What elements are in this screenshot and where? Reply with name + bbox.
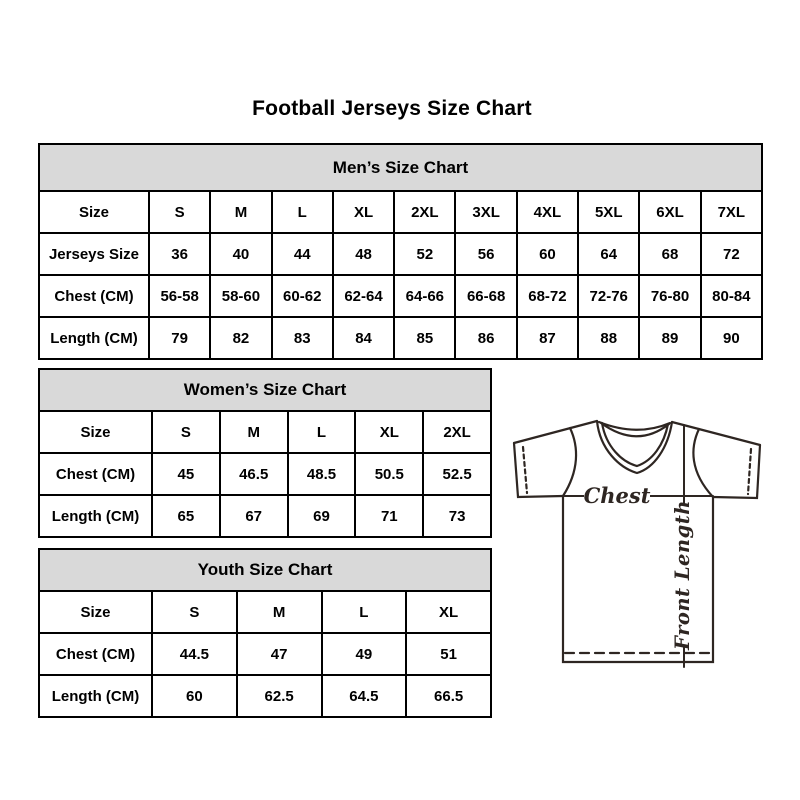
size-cell: 84 xyxy=(333,317,394,359)
size-cell: M xyxy=(237,591,322,633)
size-cell: 64 xyxy=(578,233,639,275)
mens-size-table-title: Men’s Size Chart xyxy=(39,144,762,191)
size-cell: 36 xyxy=(149,233,210,275)
size-cell: 80-84 xyxy=(701,275,762,317)
size-cell: 87 xyxy=(517,317,578,359)
size-cell: 2XL xyxy=(423,411,491,453)
table-row xyxy=(39,675,491,717)
size-cell: 88 xyxy=(578,317,639,359)
size-cell: 85 xyxy=(394,317,455,359)
size-cell: 68-72 xyxy=(517,275,578,317)
size-cell: 4XL xyxy=(517,191,578,233)
youth-size-table xyxy=(38,548,492,718)
size-cell: 90 xyxy=(701,317,762,359)
size-cell: L xyxy=(322,591,407,633)
front-length-label-group xyxy=(667,500,695,651)
table-row xyxy=(39,453,491,495)
size-cell: 7XL xyxy=(701,191,762,233)
size-cell: 47 xyxy=(237,633,322,675)
table-row xyxy=(39,317,762,359)
size-cell: 64-66 xyxy=(394,275,455,317)
size-cell: 71 xyxy=(355,495,423,537)
size-cell: 64.5 xyxy=(322,675,407,717)
right-sleeve xyxy=(713,445,760,498)
size-cell: S xyxy=(149,191,210,233)
size-cell: 52 xyxy=(394,233,455,275)
table-row xyxy=(39,495,491,537)
size-cell: 62-64 xyxy=(333,275,394,317)
table-row xyxy=(39,191,762,233)
womens-size-table xyxy=(38,368,492,538)
table-row xyxy=(39,275,762,317)
row-label: Size xyxy=(39,591,152,633)
jersey-icon xyxy=(500,405,770,675)
size-cell: 65 xyxy=(152,495,220,537)
table-row xyxy=(39,411,491,453)
row-label: Chest (CM) xyxy=(39,275,149,317)
size-cell: 62.5 xyxy=(237,675,322,717)
page-title: Football Jerseys Size Chart xyxy=(252,97,532,120)
size-cell: 76-80 xyxy=(639,275,700,317)
size-cell: 60-62 xyxy=(272,275,333,317)
size-cell: L xyxy=(272,191,333,233)
table-row xyxy=(39,633,491,675)
size-cell: 82 xyxy=(210,317,271,359)
size-cell: 44.5 xyxy=(152,633,237,675)
size-cell: 72 xyxy=(701,233,762,275)
size-cell: L xyxy=(288,411,356,453)
size-cell: 60 xyxy=(152,675,237,717)
size-cell: 56 xyxy=(455,233,516,275)
jersey-measurement-diagram xyxy=(500,405,770,675)
size-cell: 5XL xyxy=(578,191,639,233)
size-cell: 69 xyxy=(288,495,356,537)
left-shoulder-line xyxy=(514,421,597,443)
size-cell: 3XL xyxy=(455,191,516,233)
size-cell: 46.5 xyxy=(220,453,288,495)
size-cell: 6XL xyxy=(639,191,700,233)
size-cell: 56-58 xyxy=(149,275,210,317)
table-row xyxy=(39,233,762,275)
row-label: Length (CM) xyxy=(39,317,149,359)
size-cell: XL xyxy=(406,591,491,633)
size-cell: 66-68 xyxy=(455,275,516,317)
size-cell: M xyxy=(210,191,271,233)
size-cell: 68 xyxy=(639,233,700,275)
size-cell: 89 xyxy=(639,317,700,359)
right-shoulder-line xyxy=(672,422,760,445)
left-cuff-dashed-line xyxy=(523,447,527,493)
row-label: Chest (CM) xyxy=(39,453,152,495)
left-sleeve-seam xyxy=(563,428,576,496)
size-cell: M xyxy=(220,411,288,453)
womens-size-table-title: Women’s Size Chart xyxy=(39,369,491,411)
row-label: Length (CM) xyxy=(39,495,152,537)
size-cell: S xyxy=(152,411,220,453)
size-cell: 60 xyxy=(517,233,578,275)
row-label: Chest (CM) xyxy=(39,633,152,675)
size-cell: 49 xyxy=(322,633,407,675)
size-cell: 48.5 xyxy=(288,453,356,495)
size-cell: 51 xyxy=(406,633,491,675)
size-cell: 86 xyxy=(455,317,516,359)
size-cell: 72-76 xyxy=(578,275,639,317)
size-cell: 58-60 xyxy=(210,275,271,317)
right-sleeve-seam xyxy=(693,429,713,497)
size-cell: 83 xyxy=(272,317,333,359)
left-sleeve xyxy=(514,443,563,497)
size-cell: 45 xyxy=(152,453,220,495)
row-label: Size xyxy=(39,411,152,453)
youth-size-table-title: Youth Size Chart xyxy=(39,549,491,591)
size-cell: XL xyxy=(355,411,423,453)
size-cell: 44 xyxy=(272,233,333,275)
row-label: Length (CM) xyxy=(39,675,152,717)
mens-size-table xyxy=(38,143,763,360)
right-cuff-dashed-line xyxy=(748,449,751,494)
size-cell: 66.5 xyxy=(406,675,491,717)
row-label: Jerseys Size xyxy=(39,233,149,275)
size-cell: 73 xyxy=(423,495,491,537)
table-row xyxy=(39,591,491,633)
size-cell: 79 xyxy=(149,317,210,359)
chest-label: Chest xyxy=(583,483,651,508)
size-cell: 52.5 xyxy=(423,453,491,495)
row-label: Size xyxy=(39,191,149,233)
size-cell: 50.5 xyxy=(355,453,423,495)
front-length-label: Front Length xyxy=(671,500,694,650)
size-cell: 48 xyxy=(333,233,394,275)
size-cell: 40 xyxy=(210,233,271,275)
size-cell: XL xyxy=(333,191,394,233)
size-cell: 2XL xyxy=(394,191,455,233)
size-cell: 67 xyxy=(220,495,288,537)
size-cell: S xyxy=(152,591,237,633)
